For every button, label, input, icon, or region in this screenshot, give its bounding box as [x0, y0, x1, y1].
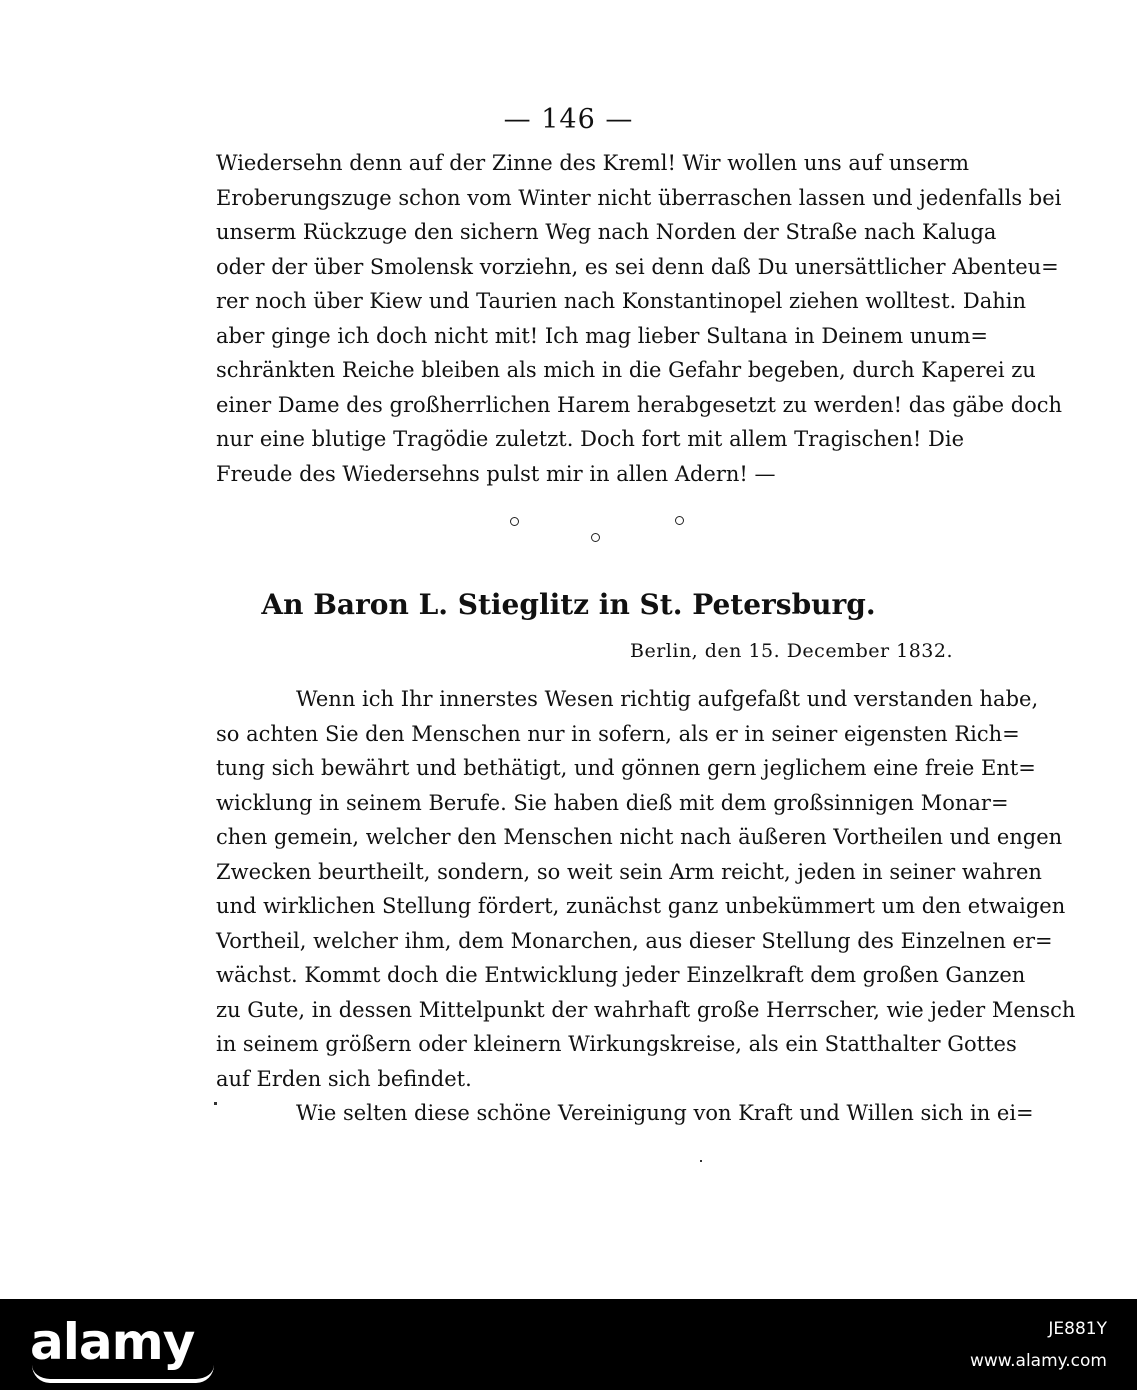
text-line: in seinem größern oder kleinern Wirkungskreise, als ein Statthalter Gottes — [216, 1032, 1017, 1056]
letter-heading: An Baron L. Stieglitz in St. Petersburg. — [261, 588, 876, 621]
text-line: wicklung in seinem Berufe. Sie haben dieß mit dem großsinnigen Monar= — [216, 790, 1009, 815]
text-line: einer Dame des großherrlichen Harem herabgesetzt zu werden! das gäbe doch — [216, 392, 1063, 417]
paragraph-1 — [216, 146, 1063, 491]
site-url: www.alamy.com — [969, 1351, 1107, 1371]
text-line: tung sich bewährt und bethätigt, und gönnen gern jeglichem eine freie Ent= — [216, 756, 1036, 780]
text-line: so achten Sie den Menschen nur in sofern, als er in seiner eigensten Rich= — [216, 721, 1020, 746]
text-line: schränkten Reiche bleiben als mich in die Gefahr begeben, durch Kaperei zu — [216, 358, 1036, 382]
paragraph-2 — [216, 682, 1076, 1131]
logo-text: alamy — [30, 1313, 195, 1371]
separator-dot — [591, 533, 600, 542]
text-line: unserm Rückzuge den sichern Weg nach Norden der Straße nach Kaluga — [216, 220, 997, 244]
text-line: Zwecken beurtheilt, sondern, so weit sein Arm reicht, jeden in seiner wahren — [216, 859, 1042, 884]
text-line: aber ginge ich doch nicht mit! Ich mag lieber Sultana in Deinem unum= — [216, 323, 988, 348]
text-line: Wenn ich Ihr innerstes Wesen richtig aufgefaßt und verstanden habe, — [296, 687, 1039, 711]
section-separator — [0, 505, 1137, 555]
logo-swoosh-icon — [32, 1365, 214, 1383]
text-line: und wirklichen Stellung fördert, zunächst ganz unbekümmert um den etwaigen — [216, 894, 1066, 918]
alamy-logo — [30, 1313, 194, 1371]
text-line: wächst. Kommt doch die Entwicklung jeder Einzelkraft dem großen Ganzen — [216, 963, 1026, 987]
text-line: Eroberungszuge schon vom Winter nicht überraschen lassen und jedenfalls bei — [216, 185, 1062, 210]
watermark-footer — [0, 1299, 1137, 1390]
text-line: Freude des Wiedersehns pulst mir in allen Adern! — — [216, 461, 776, 486]
separator-dot — [510, 517, 519, 526]
text-line: zu Gute, in dessen Mittelpunkt der wahrhaft große Herrscher, wie jeder Mensch — [216, 997, 1076, 1022]
text-line: rer noch über Kiew und Taurien nach Konstantinopel ziehen wolltest. Dahin — [216, 289, 1026, 313]
speck — [700, 1160, 702, 1162]
separator-dot — [675, 516, 684, 525]
letter-dateline: Berlin, den 15. December 1832. — [630, 640, 953, 662]
text-line: Wiedersehn denn auf der Zinne des Kreml! Wir wollen uns auf unserm — [216, 151, 970, 175]
text-line: oder der über Smolensk vorziehn, es sei denn daß Du unersättlicher Abenteu= — [216, 254, 1059, 279]
text-line: Wie selten diese schöne Vereinigung von Kraft und Willen sich in ei= — [296, 1101, 1034, 1125]
speck — [214, 1102, 217, 1105]
text-line: auf Erden sich befindet. — [216, 1066, 472, 1091]
text-line: nur eine blutige Tragödie zuletzt. Doch fort mit allem Tragischen! Die — [216, 427, 964, 451]
text-line: chen gemein, welcher den Menschen nicht nach äußeren Vortheilen und engen — [216, 825, 1063, 849]
image-id: JE881Y — [1048, 1319, 1107, 1339]
page-number: — 146 — — [503, 104, 634, 135]
text-line: Vortheil, welcher ihm, dem Monarchen, aus dieser Stellung des Einzelnen er= — [216, 928, 1053, 953]
